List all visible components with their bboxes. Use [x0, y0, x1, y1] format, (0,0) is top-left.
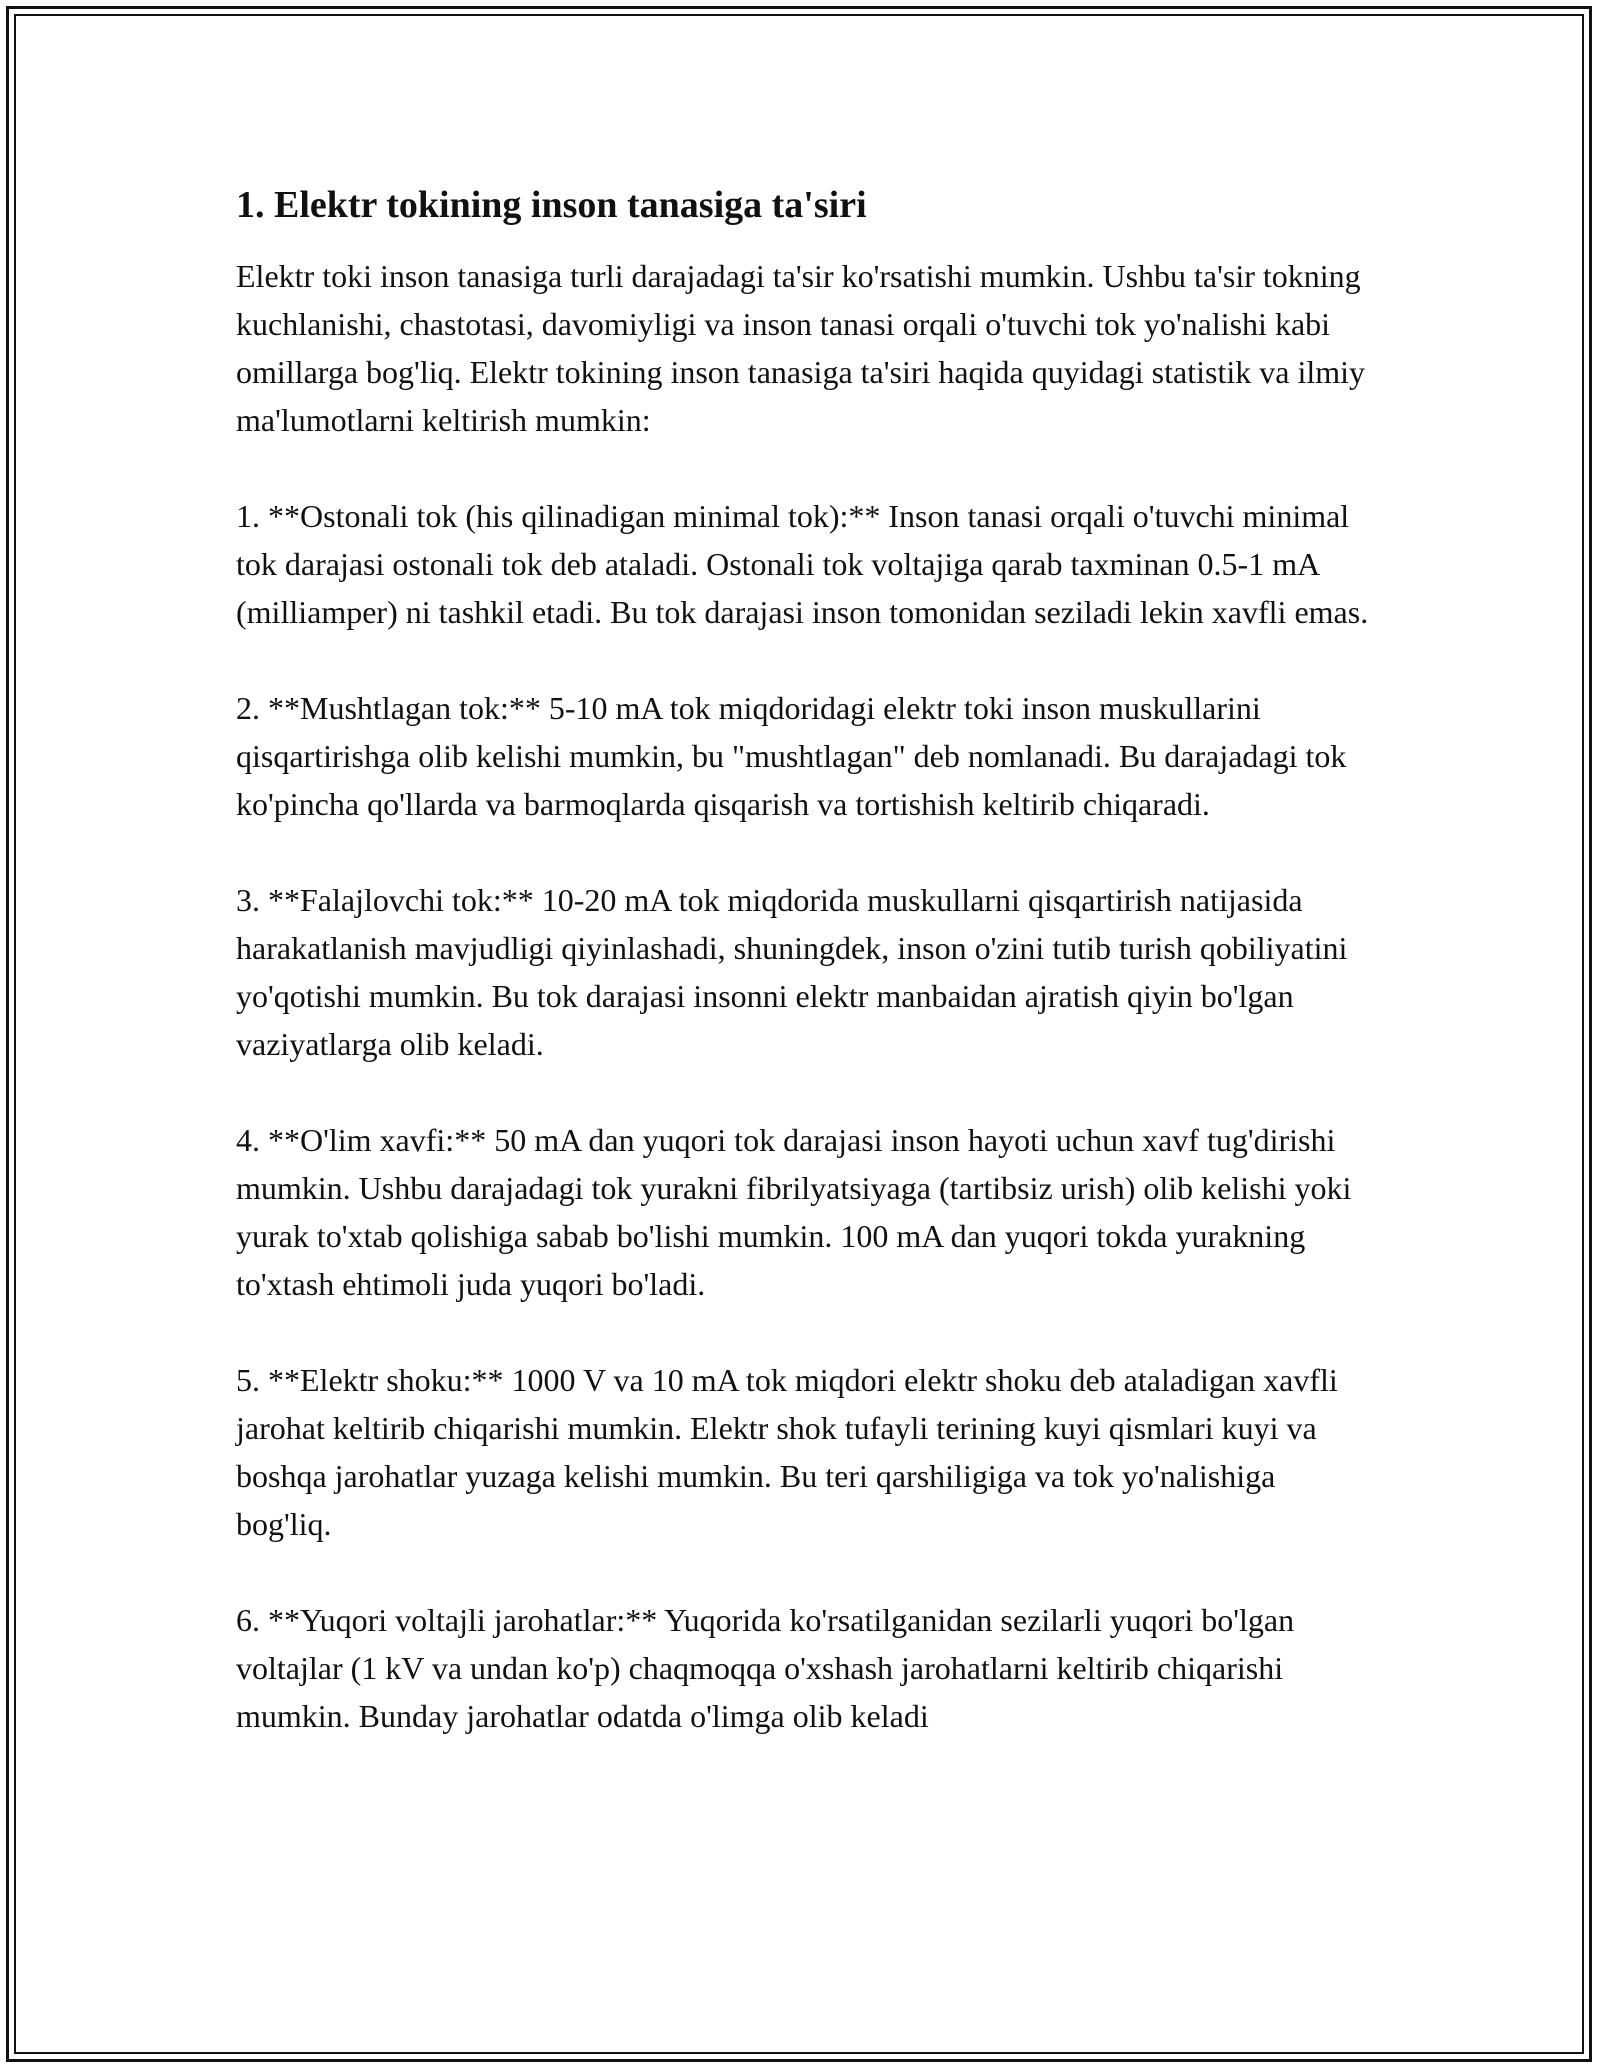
- list-item: 4. **O'lim xavfi:** 50 mA dan yuqori tok darajasi inson hayoti uchun xavf tug'dirishi mumkin. Ushbu darajadagi tok yurakni fibrilyatsiyaga (tartibsiz urish) olib kelishi yoki yurak to'xtab qolishiga sabab bo'lishi mumkin. 100 mA dan yuqori tokda yurakning to'xtash ehtimoli juda yuqori bo'ladi.: [236, 1122, 1352, 1302]
- document-title: 1. Elektr tokining inson tanasiga ta'siri: [236, 184, 867, 226]
- list-item: 3. **Falajlovchi tok:** 10-20 mA tok miqdorida muskullarni qisqartirish natijasida harakatlanish mavjudligi qiyinlashadi, shuningdek, inson o'zini tutib turish qobiliyatini yo'qotishi mumkin. Bu tok darajasi insonni elektr manbaidan ajratish qiyin bo'lgan vaziyatlarga olib keladi.: [236, 882, 1348, 1062]
- list-item: 5. **Elektr shoku:** 1000 V va 10 mA tok miqdori elektr shoku deb ataladigan xavfli jarohat keltirib chiqarishi mumkin. Elektr shok tufayli terining kuyi qismlari kuyi va boshqa jarohatlar yuzaga kelishi mumkin. Bu teri qarshiligiga va tok yo'nalishiga bog'liq.: [236, 1362, 1338, 1542]
- list-item: 6. **Yuqori voltajli jarohatlar:** Yuqorida ko'rsatilganidan sezilarli yuqori bo'lgan voltajlar (1 kV va undan ko'p) chaqmoqqa o'xshash jarohatlarni keltirib chiqarishi mumkin. Bunday jarohatlar odatda o'limga olib keladi: [236, 1602, 1295, 1734]
- intro-paragraph: Elektr toki inson tanasiga turli darajadagi ta'sir ko'rsatishi mumkin. Ushbu ta'sir tokning kuchlanishi, chastotasi, davomiyligi va inson tanasi orqali o'tuvchi tok yo'nalishi kabi omillarga bog'liq. Elektr tokining inson tanasiga ta'siri haqida quyidagi statistik va ilmiy ma'lumotlarni keltirish mumkin:: [236, 258, 1365, 438]
- list-item: 2. **Mushtlagan tok:** 5-10 mA tok miqdoridagi elektr toki inson muskullarini qisqartirishga olib kelishi mumkin, bu "mushtlagan" deb nomlanadi. Bu darajadagi tok ko'pincha qo'llarda va barmoqlarda qisqarish va tortishish keltirib chiqaradi.: [236, 690, 1347, 822]
- document-body: [236, 180, 1386, 1788]
- list-item: 1. **Ostonali tok (his qilinadigan minimal tok):** Inson tanasi orqali o'tuvchi minimal tok darajasi ostonali tok deb ataladi. Ostonali tok voltajiga qarab taxminan 0.5-1 mA (milliamper) ni tashkil etadi. Bu tok darajasi inson tomonidan seziladi lekin xavfli emas.: [236, 498, 1369, 630]
